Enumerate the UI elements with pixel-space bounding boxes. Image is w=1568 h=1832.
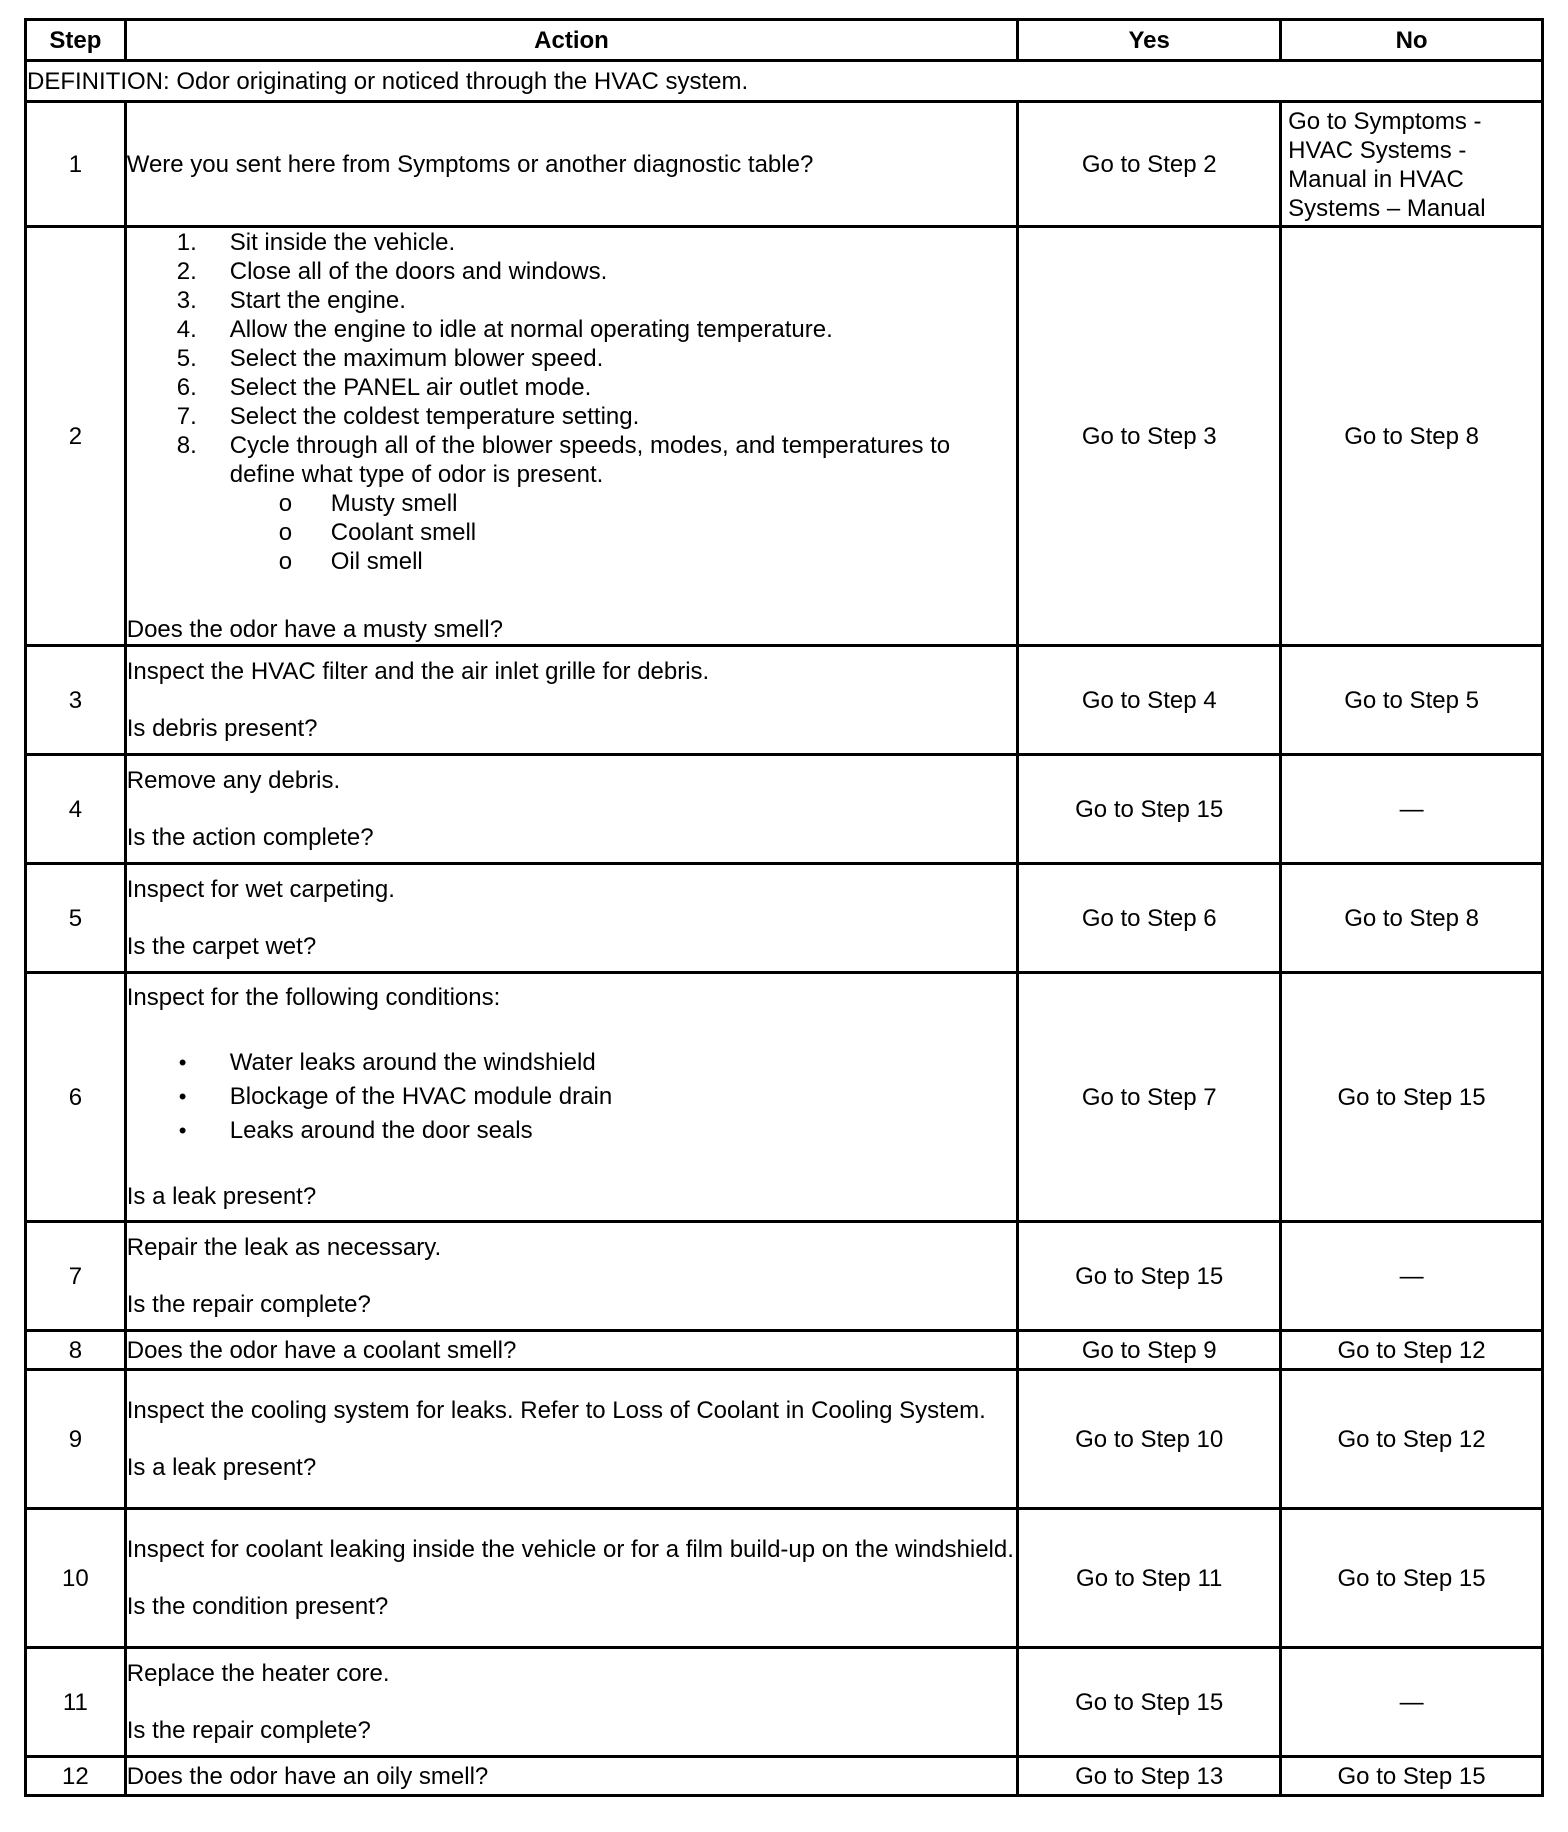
- header-action: Action: [125, 20, 1018, 61]
- bullet-icon: •: [178, 1118, 187, 1143]
- table-row: [26, 864, 1543, 973]
- list-item: 4. Allow the engine to idle at normal operating temperature.: [176, 316, 833, 343]
- table-row: [26, 102, 1543, 227]
- no-cell: Go to Step 15: [1281, 1509, 1543, 1648]
- list-item: 6. Select the PANEL air outlet mode.: [176, 374, 592, 401]
- action-question: Were you sent here from Symptoms or another diagnostic table?: [126, 150, 814, 178]
- list-item: 1. Sit inside the vehicle.: [176, 229, 456, 256]
- yes-cell: Go to Step 13: [1018, 1757, 1281, 1796]
- no-cell: Go to Symptoms - HVAC Systems - Manual in HVAC Systems – Manual: [1281, 102, 1543, 227]
- action-instruction: Remove any debris.: [126, 767, 341, 794]
- action-question: Is the repair complete?: [126, 1717, 371, 1744]
- action-cell: [125, 1757, 1018, 1796]
- yes-cell: Go to Step 15: [1018, 1648, 1281, 1757]
- list-item: 7. Select the coldest temperature setting.: [176, 403, 640, 430]
- header-row: [26, 20, 1543, 61]
- table-row: [26, 1370, 1543, 1509]
- table-row: [26, 1757, 1543, 1796]
- bullet-icon: •: [178, 1050, 187, 1075]
- header-yes: Yes: [1018, 20, 1281, 61]
- odor-type-list: [127, 489, 1017, 576]
- action-question: Is the action complete?: [126, 824, 374, 851]
- no-cell: —: [1281, 1222, 1543, 1331]
- no-cell: Go to Step 5: [1281, 646, 1543, 755]
- header-no: No: [1281, 20, 1543, 61]
- table-row: [26, 1648, 1543, 1757]
- yes-cell: Go to Step 15: [1018, 755, 1281, 864]
- list-item: • Water leaks around the windshield: [127, 1046, 1017, 1080]
- action-cell: [125, 646, 1018, 755]
- procedure-list: [127, 228, 1017, 489]
- action-question: Does the odor have an oily smell?: [126, 1762, 489, 1790]
- action-question: Is the repair complete?: [126, 1291, 371, 1318]
- list-item: o Oil smell: [278, 548, 423, 575]
- step-number: 2: [26, 227, 126, 646]
- no-cell: Go to Step 15: [1281, 1757, 1543, 1796]
- action-instruction: Inspect for wet carpeting.: [126, 876, 395, 903]
- action-cell: [125, 227, 1018, 646]
- step-number: 10: [26, 1509, 126, 1648]
- step-number: 11: [26, 1648, 126, 1757]
- action-instruction: Inspect for the following conditions:: [126, 984, 501, 1011]
- action-question: Is the condition present?: [126, 1593, 389, 1620]
- no-cell: Go to Step 15: [1281, 973, 1543, 1222]
- action-cell: [125, 1648, 1018, 1757]
- action-cell: [125, 1222, 1018, 1331]
- list-item: 5. Select the maximum blower speed.: [176, 345, 604, 372]
- action-question: Is debris present?: [126, 715, 318, 742]
- step-number: 6: [26, 973, 126, 1222]
- list-item: 8. Cycle through all of the blower speeds, modes, and temperatures to define what type of odor is present.: [176, 432, 951, 488]
- yes-cell: Go to Step 7: [1018, 973, 1281, 1222]
- circle-bullet-icon: o: [278, 548, 293, 575]
- step-number: 5: [26, 864, 126, 973]
- yes-cell: Go to Step 15: [1018, 1222, 1281, 1331]
- action-cell: [125, 864, 1018, 973]
- action-cell: [125, 1370, 1018, 1509]
- no-cell: Go to Step 12: [1281, 1370, 1543, 1509]
- table-row: [26, 1331, 1543, 1370]
- action-cell: [125, 1509, 1018, 1648]
- no-cell: —: [1281, 755, 1543, 864]
- step-number: 1: [26, 102, 126, 227]
- no-cell: —: [1281, 1648, 1543, 1757]
- step-number: 4: [26, 755, 126, 864]
- table-row: [26, 1509, 1543, 1648]
- yes-cell: Go to Step 10: [1018, 1370, 1281, 1509]
- action-question: Is the carpet wet?: [126, 933, 317, 960]
- no-cell: Go to Step 12: [1281, 1331, 1543, 1370]
- action-question: Is a leak present?: [126, 1454, 317, 1481]
- table-row: [26, 227, 1543, 646]
- action-instruction: Inspect for coolant leaking inside the vehicle or for a film build-up on the windshield.: [126, 1536, 1014, 1563]
- yes-cell: Go to Step 4: [1018, 646, 1281, 755]
- circle-bullet-icon: o: [278, 519, 293, 546]
- step-number: 7: [26, 1222, 126, 1331]
- action-question: Does the odor have a musty smell?: [126, 616, 503, 643]
- action-question: Does the odor have a coolant smell?: [126, 1336, 517, 1364]
- action-instruction: Replace the heater core.: [126, 1660, 390, 1687]
- yes-cell: Go to Step 11: [1018, 1509, 1281, 1648]
- action-cell: [125, 755, 1018, 864]
- no-cell: Go to Step 8: [1281, 227, 1543, 646]
- action-instruction: Inspect the HVAC filter and the air inlet grille for debris.: [126, 658, 710, 685]
- no-cell: Go to Step 8: [1281, 864, 1543, 973]
- list-item: • Leaks around the door seals: [127, 1114, 1017, 1148]
- table-row: [26, 1222, 1543, 1331]
- table-row: [26, 973, 1543, 1222]
- list-item: 3. Start the engine.: [176, 287, 406, 314]
- header-step: Step: [26, 20, 126, 61]
- list-item: o Coolant smell: [278, 519, 477, 546]
- table-row: [26, 755, 1543, 864]
- definition-row: [26, 61, 1543, 102]
- list-item: • Blockage of the HVAC module drain: [127, 1080, 1017, 1114]
- list-item: o Musty smell: [278, 490, 458, 517]
- circle-bullet-icon: o: [278, 490, 293, 517]
- step-number: 3: [26, 646, 126, 755]
- action-cell: [125, 1331, 1018, 1370]
- definition-text: DEFINITION: Odor originating or noticed through the HVAC system.: [26, 61, 1543, 102]
- table-row: [26, 646, 1543, 755]
- action-question: Is a leak present?: [126, 1183, 317, 1210]
- step-number: 9: [26, 1370, 126, 1509]
- list-item: 2. Close all of the doors and windows.: [176, 258, 608, 285]
- action-instruction: Inspect the cooling system for leaks. Refer to Loss of Coolant in Cooling System.: [126, 1397, 986, 1424]
- yes-cell: Go to Step 2: [1018, 102, 1281, 227]
- action-cell: [125, 973, 1018, 1222]
- bullet-icon: •: [178, 1084, 187, 1109]
- yes-cell: Go to Step 3: [1018, 227, 1281, 646]
- step-number: 8: [26, 1331, 126, 1370]
- yes-cell: Go to Step 6: [1018, 864, 1281, 973]
- yes-cell: Go to Step 9: [1018, 1331, 1281, 1370]
- step-number: 12: [26, 1757, 126, 1796]
- action-cell: [125, 102, 1018, 227]
- condition-list: [127, 1046, 1017, 1148]
- action-instruction: Repair the leak as necessary.: [126, 1234, 442, 1261]
- diagnostic-table: [24, 18, 1544, 1797]
